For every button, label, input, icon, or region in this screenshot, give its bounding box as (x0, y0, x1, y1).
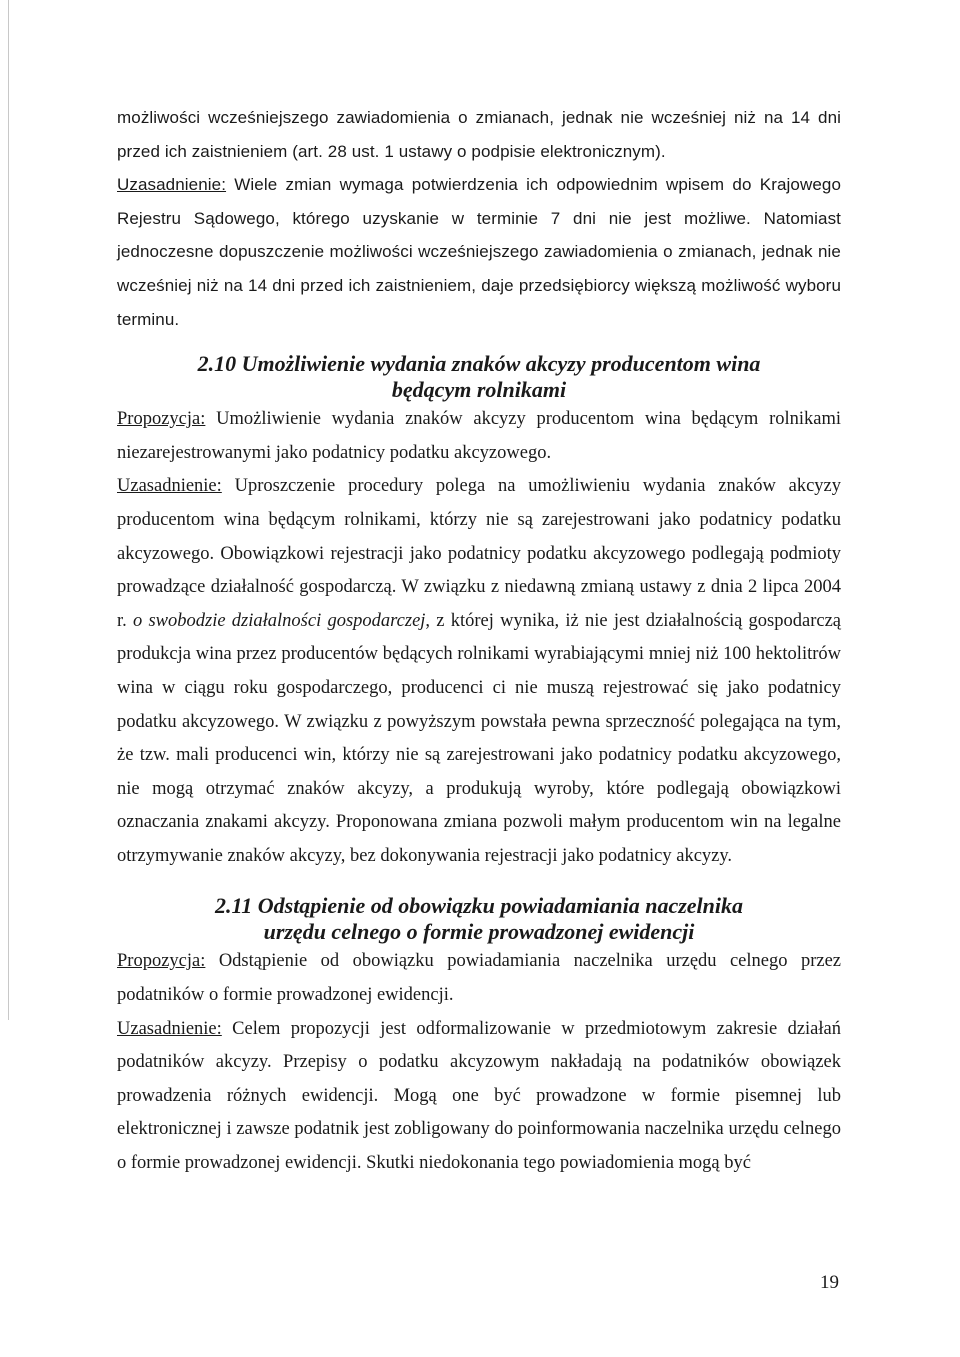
proposal-paragraph-2-11 (117, 945, 841, 1012)
section-heading-2-11 (117, 893, 841, 945)
justification-paragraph-2-11 (117, 1013, 841, 1181)
justification-text-a: Uproszczenie procedury polega na umożliwieniu wydania znaków akcyzy producentom wina będącym rolnikami, którzy nie są zarejestrowani jako podatnicy podatku akcyzowego. Obowiązkowi rejestracji jako podatnicy podatku akcyzowego podlegają podmioty prowadzące działalność gospodarczą. W związku z niedawną zmianą ustawy z dnia 2 lipca 2004 r. (117, 476, 841, 631)
section-heading-2-10 (117, 351, 841, 403)
section-heading-2-11-line2: urzędu celnego o formie prowadzonej ewidencji (263, 919, 695, 945)
justification-label: Uzasadnienie: (117, 476, 222, 497)
paragraph-continuation: możliwości wcześniejszego zawiadomienia o zmianach, jednak nie wcześniej niż na 14 dni przed ich zaistnieniem (art. 28 ust. 1 ustawy o podpisie elektronicznym). (117, 108, 841, 161)
law-title-italic: o swobodzie działalności gospodarczej (133, 610, 426, 631)
proposal-label: Propozycja: (117, 409, 206, 430)
scan-edge-line (8, 0, 9, 1020)
proposal-text: Umożliwienie wydania znaków akcyzy producentom wina będącym rolnikami niezarejestrowanymi jako podatnicy podatku akcyzowego. (117, 409, 841, 463)
document-page (117, 101, 841, 1181)
proposal-text: Odstąpienie od obowiązku powiadamiania naczelnika urzędu celnego przez podatników o formie prowadzonej ewidencji. (117, 951, 841, 1006)
proposal-paragraph-2-10 (117, 403, 841, 470)
paragraph-justification-intro (117, 168, 841, 336)
justification-text: Celem propozycji jest odformalizowanie w przedmiotowym zakresie działań podatników akcyzy. Przepisy o podatku akcyzowym nakładają na podatników obowiązek prowadzenia różnych ewidencji. Mogą one być prowadzone w formie pisemnej lub elektronicznej i zawsze podatnik jest zobligowany do poinformowania naczelnika urzędu celnego o formie prowadzonej ewidencji. Skutki niedokonania tego powiadomienia mogą być (117, 1018, 841, 1174)
proposal-label: Propozycja: (117, 951, 206, 972)
section-heading-2-11-line1: 2.11 Odstąpienie od obowiązku powiadamiania naczelnika (214, 893, 744, 919)
section-heading-2-10-line2: będącym rolnikami (391, 377, 567, 403)
justification-paragraph-2-10 (117, 470, 841, 873)
justification-label: Uzasadnienie: (117, 1018, 222, 1039)
page-number: 19 (820, 1272, 839, 1293)
justification-text-b: , z której wynika, iż nie jest działalnością gospodarczą produkcja wina przez producentów będących rolnikami wyrabiającymi mniej niż 100 hektolitrów wina w ciągu roku gospodarczego, producenci ci nie muszą rejestrować się jako podatnicy podatku akcyzowego. W związku z powyższym powstała pewna sprzeczność polegająca na tym, że tzw. mali producenci win, którzy nie są zarejestrowani jako podatnicy podatku akcyzowego, nie mogą otrzymać znaków akcyzy, a produkują wyroby, które podlegają obowiązkowi oznaczania znakami akcyzy. Proponowana zmiana pozwoli małym producentom win na legalne otrzymywanie znaków akcyzy, bez dokonywania rejestracji jako podatnicy akcyzy. (117, 610, 841, 866)
section-heading-2-10-line1: 2.10 Umożliwienie wydania znaków akcyzy producentom wina (197, 351, 761, 377)
justification-label: Uzasadnienie: (117, 175, 227, 195)
justification-text: Wiele zmian wymaga potwierdzenia ich odpowiednim wpisem do Krajowego Rejestru Sądowego, którego uzyskanie w terminie 7 dni nie jest możliwe. Natomiast jednoczesne dopuszczenie możliwości wcześniejszego zawiadomienia o zmianach, jednak nie wcześniej niż na 14 dni przed ich zaistnieniem, daje przedsiębiorcy większą możliwość wyboru terminu. (117, 175, 841, 329)
